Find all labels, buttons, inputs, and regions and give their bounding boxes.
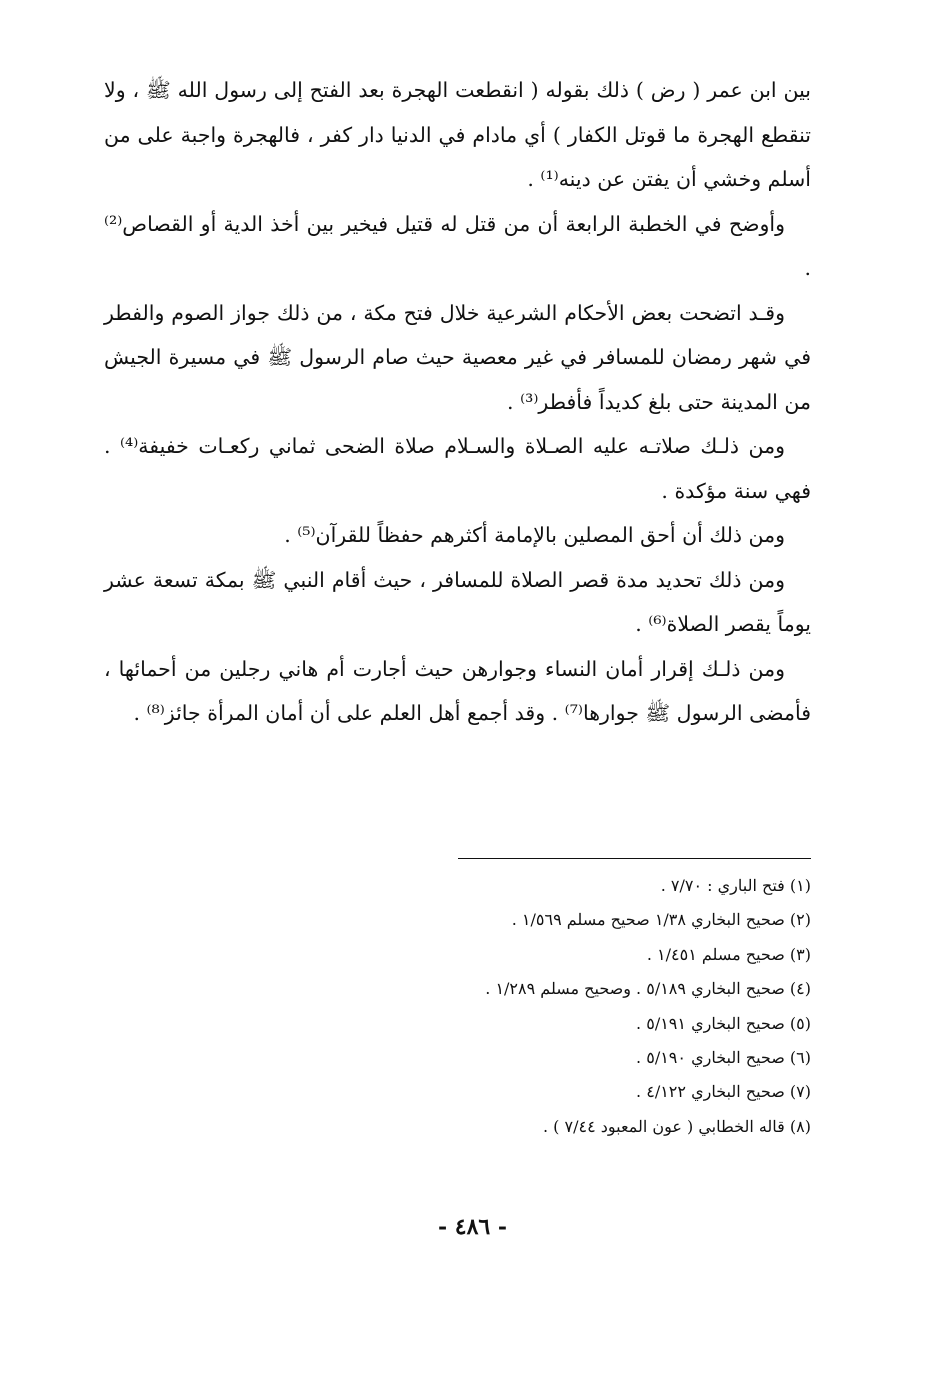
paragraph: ومن ذلك أن أحق المصلين بالإمامة أكثرهم حفظاً للقرآن⁽⁵⁾ .	[284, 523, 785, 547]
paragraph: بين ابن عمر ( رض ) ذلك بقوله ( انقطعت الهجرة بعد الفتح إلى رسول الله ﷺ ، ولا تنقطع الهجرة ما قوتل الكفار ) أي مادام في الدنيا دار كفر ، فالهجرة واجبة على من أسلم وخشي أن يفتن عن دينه⁽¹⁾ .	[104, 78, 811, 191]
footnotes	[300, 869, 811, 1144]
footnote: (٢) صحيح البخاري ١/٣٨ صحيح مسلم ١/٥٦٩ .	[511, 910, 811, 930]
paragraph: وقـد اتضحت بعض الأحكام الشرعية خلال فتح مكة ، من ذلك جواز الصوم والفطر في شهر رمضان للمسافر في غير معصية حيث صام الرسول ﷺ في مسيرة الجيش من المدينة حتى بلغ كديداً فأفطر⁽³⁾ .	[104, 300, 811, 414]
page-number: - ٤٨٦ -	[437, 1214, 508, 1240]
footnote: (٨) قاله الخطابي ( عون المعبود ٧/٤٤ ) .	[543, 1116, 811, 1136]
paragraph: ومن ذلـك إقرار أمان النساء وجوارهن حيث أجارت أم هاني رجلين من أحمائها ، فأمضى الرسول ﷺ جوارها⁽⁷⁾ . وقد أجمع أهل العلم على أن أمان المرأة جائز⁽⁸⁾ .	[104, 656, 811, 725]
body-text	[104, 68, 811, 736]
paragraph: ومن ذلـك صلاتـه عليه الصـلاة والسـلام صلاة الضحى ثماني ركعـات خفيفة⁽⁴⁾ . فهي سنة مؤكدة .	[104, 434, 811, 503]
footnote-divider	[458, 858, 811, 859]
footnote: (١) فتح الباري : ٧/٧٠ .	[660, 876, 811, 895]
footnote: (٤) صحيح البخاري ٥/١٨٩ . وصحيح مسلم ١/٢٨٩ .	[485, 979, 811, 999]
footnote: (٣) صحيح مسلم ١/٤٥١ .	[646, 944, 811, 964]
paragraph: ومن ذلك تحديد مدة قصر الصلاة للمسافر ، حيث أقام النبي ﷺ بمكة تسعة عشر يوماً يقصر الصلاة⁽⁶⁾ .	[104, 567, 811, 636]
paragraph: وأوضح في الخطبة الرابعة أن من قتل له قتيل فيخير بين أخذ الدية أو القصاص⁽²⁾ .	[104, 211, 811, 280]
footnote: (٧) صحيح البخاري ٤/١٢٢ .	[636, 1082, 811, 1102]
footnote: (٥) صحيح البخاري ٥/١٩١ .	[636, 1013, 811, 1033]
footnote: (٦) صحيح البخاري ٥/١٩٠ .	[636, 1048, 811, 1068]
